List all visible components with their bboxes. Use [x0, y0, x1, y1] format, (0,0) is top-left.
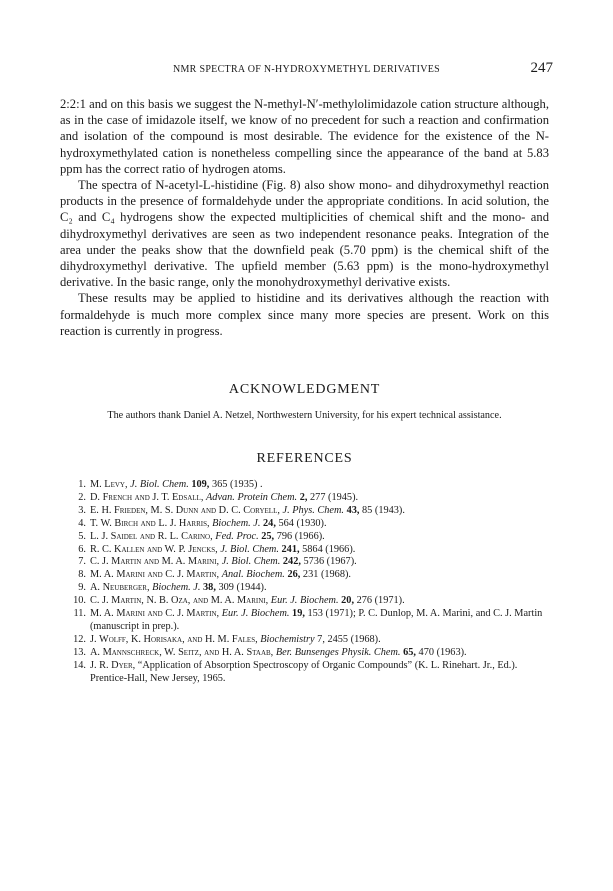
reference-journal: J. Phys. Chem.	[282, 504, 344, 516]
reference-details: 796 (1966).	[276, 530, 325, 542]
reference-volume: 19,	[292, 608, 305, 620]
reference-volume: 65,	[403, 646, 416, 658]
reference-details: 231 (1968).	[302, 569, 351, 581]
paragraph-1: 2:2:1 and on this basis we suggest the N-methyl-N′-methylolimidazole cation structure although, as in the case of imidazole itself, we know of no precedent for such a reaction and confirmation and isolation of the compound is most desirable. The evidence for the existence of the N-hydroxymethylated cation is nonetheless compelling since the appearance of the band at 5.83 ppm has the correct ratio of hydrogen atoms.	[60, 97, 549, 176]
reference-journal: J. Biol. Chem.	[130, 479, 189, 490]
paragraph-3: These results may be applied to histidine and its derivatives although the reaction with formaldehyde is much more complex since many more species are present. Work on this reaction is currently in progress.	[60, 291, 549, 338]
reference-item	[72, 608, 550, 634]
reference-authors: J. Wolff, K. Horisaka, and H. M. Fales,	[90, 633, 258, 645]
reference-journal: Biochem. J.	[212, 517, 261, 529]
references-heading: REFERENCES	[256, 451, 353, 466]
reference-details: 85 (1943).	[362, 504, 405, 516]
reference-item	[72, 582, 550, 595]
running-head	[60, 60, 553, 80]
reference-number: 1.	[78, 479, 86, 490]
reference-item	[72, 556, 550, 569]
reference-journal: Anal. Biochem.	[221, 569, 285, 581]
reference-details: 276 (1971).	[356, 595, 405, 607]
acknowledgment-text: The authors thank Daniel A. Netzel, Northwestern University, for his expert technical assistance.	[107, 410, 502, 421]
reference-details: 5736 (1967).	[303, 556, 357, 568]
reference-number: 4.	[78, 517, 86, 529]
reference-number: 13.	[73, 646, 86, 658]
reference-item	[72, 492, 550, 505]
reference-details: 309 (1944).	[218, 582, 267, 594]
reference-number: 8.	[78, 569, 86, 581]
reference-details: 470 (1963).	[418, 646, 467, 658]
reference-details: “Application of Absorption Spectroscopy of Organic Compounds” (K. L. Rinehart. Jr., Ed.). Prentice-Hall, New Jersey, 1965.	[90, 659, 518, 684]
reference-volume: 25,	[261, 530, 275, 542]
reference-authors: C. J. Martin, N. B. Oza, and M. A. Marini,	[90, 595, 269, 607]
reference-authors: T. W. Birch and L. J. Harris,	[90, 517, 210, 529]
reference-item	[72, 647, 550, 660]
reference-authors: A. Neuberger,	[90, 582, 150, 594]
reference-item	[72, 505, 550, 518]
reference-details: 365 (1935) .	[211, 479, 263, 490]
reference-details: 564 (1930).	[278, 517, 327, 529]
reference-number: 3.	[78, 504, 86, 516]
reference-number: 10.	[73, 595, 86, 607]
reference-number: 6.	[78, 543, 86, 555]
reference-authors: E. H. Frieden, M. S. Dunn and D. C. Coryell,	[90, 504, 280, 516]
reference-authors: M. A. Marini and C. J. Martin,	[90, 569, 220, 581]
reference-authors: J. R. Dyer,	[90, 659, 136, 671]
reference-details: 5864 (1966).	[302, 543, 356, 555]
reference-volume: 2,	[299, 491, 308, 503]
reference-journal: Eur. J. Biochem.	[221, 608, 290, 620]
reference-journal: Biochem. J.	[152, 582, 201, 594]
reference-volume: 20,	[341, 595, 355, 607]
reference-authors: C. J. Martin and M. A. Marini,	[90, 556, 220, 568]
reference-item	[72, 544, 550, 557]
reference-journal: Ber. Bunsenges Physik. Chem.	[275, 646, 401, 658]
reference-volume: 241,	[281, 543, 300, 555]
reference-item	[72, 531, 550, 544]
reference-number: 12.	[73, 633, 86, 645]
reference-journal: Eur. J. Biochem.	[270, 595, 339, 607]
reference-authors: M. A. Marini and C. J. Martin,	[90, 608, 220, 620]
reference-authors: L. J. Saidel and R. L. Carino,	[90, 530, 213, 542]
reference-authors: A. Mannschreck, W. Seitz, and H. A. Staab,	[90, 646, 274, 658]
references-list	[72, 479, 550, 686]
paragraph-2: The spectra of N-acetyl-L-histidine (Fig. 8) also show mono- and dihydroxymethyl reaction products in the presence of formaldehyde under the appropriate conditions. In acid solution, the C₂ and C₄ hydrogens show the expected multiplicities of chemical shift and the mono- and dihydroxymethyl derivatives are seen as two independent resonance peaks. Integration of the area under the peaks show that the downfield peak (5.70 ppm) is the chemical shift of the dihydroxymethyl derivative. The upfield member (5.63 ppm) is the mono-hydroxymethyl derivative. In the basic range, only the monohydroxymethyl derivative exists.	[60, 178, 549, 290]
reference-journal: Biochemistry	[260, 633, 315, 645]
reference-item	[72, 595, 550, 608]
body-text	[60, 96, 549, 339]
reference-volume: 26,	[287, 569, 301, 581]
acknowledgment-heading: ACKNOWLEDGMENT	[228, 382, 381, 397]
reference-authors: R. C. Kallen and W. P. Jencks,	[90, 543, 218, 555]
reference-item	[72, 660, 550, 686]
reference-volume: 43,	[346, 504, 360, 516]
reference-authors: D. French and J. T. Edsall,	[90, 491, 204, 503]
reference-details: 277 (1945).	[310, 491, 359, 503]
reference-journal: Advan. Protein Chem.	[206, 491, 298, 503]
reference-number: 5.	[78, 530, 86, 542]
reference-number: 14.	[73, 659, 86, 671]
reference-volume: 109,	[191, 479, 210, 490]
reference-journal: J. Biol. Chem.	[220, 543, 279, 555]
reference-item	[72, 479, 550, 492]
reference-volume: 24,	[263, 517, 276, 529]
reference-journal: J. Biol. Chem.	[221, 556, 281, 568]
reference-volume: 242,	[282, 556, 301, 568]
reference-volume: 38,	[203, 582, 216, 594]
reference-item	[72, 518, 550, 531]
reference-number: 2.	[78, 491, 86, 503]
reference-details: 7, 2455 (1968).	[317, 633, 381, 645]
reference-number: 11.	[73, 608, 86, 620]
reference-number: 9.	[78, 582, 86, 594]
reference-item	[72, 569, 550, 582]
reference-journal: Fed. Proc.	[215, 530, 259, 542]
running-title: NMR SPECTRA OF N-HYDROXYMETHYL DERIVATIVES	[172, 64, 441, 75]
reference-item	[72, 634, 550, 647]
reference-number: 7.	[78, 556, 86, 568]
reference-details: 153 (1971); P. C. Dunlop, M. A. Marini, and C. J. Martin (manuscript in prep.).	[90, 608, 543, 632]
page-number: 247	[530, 60, 553, 76]
reference-authors: M. Levy,	[90, 479, 128, 490]
